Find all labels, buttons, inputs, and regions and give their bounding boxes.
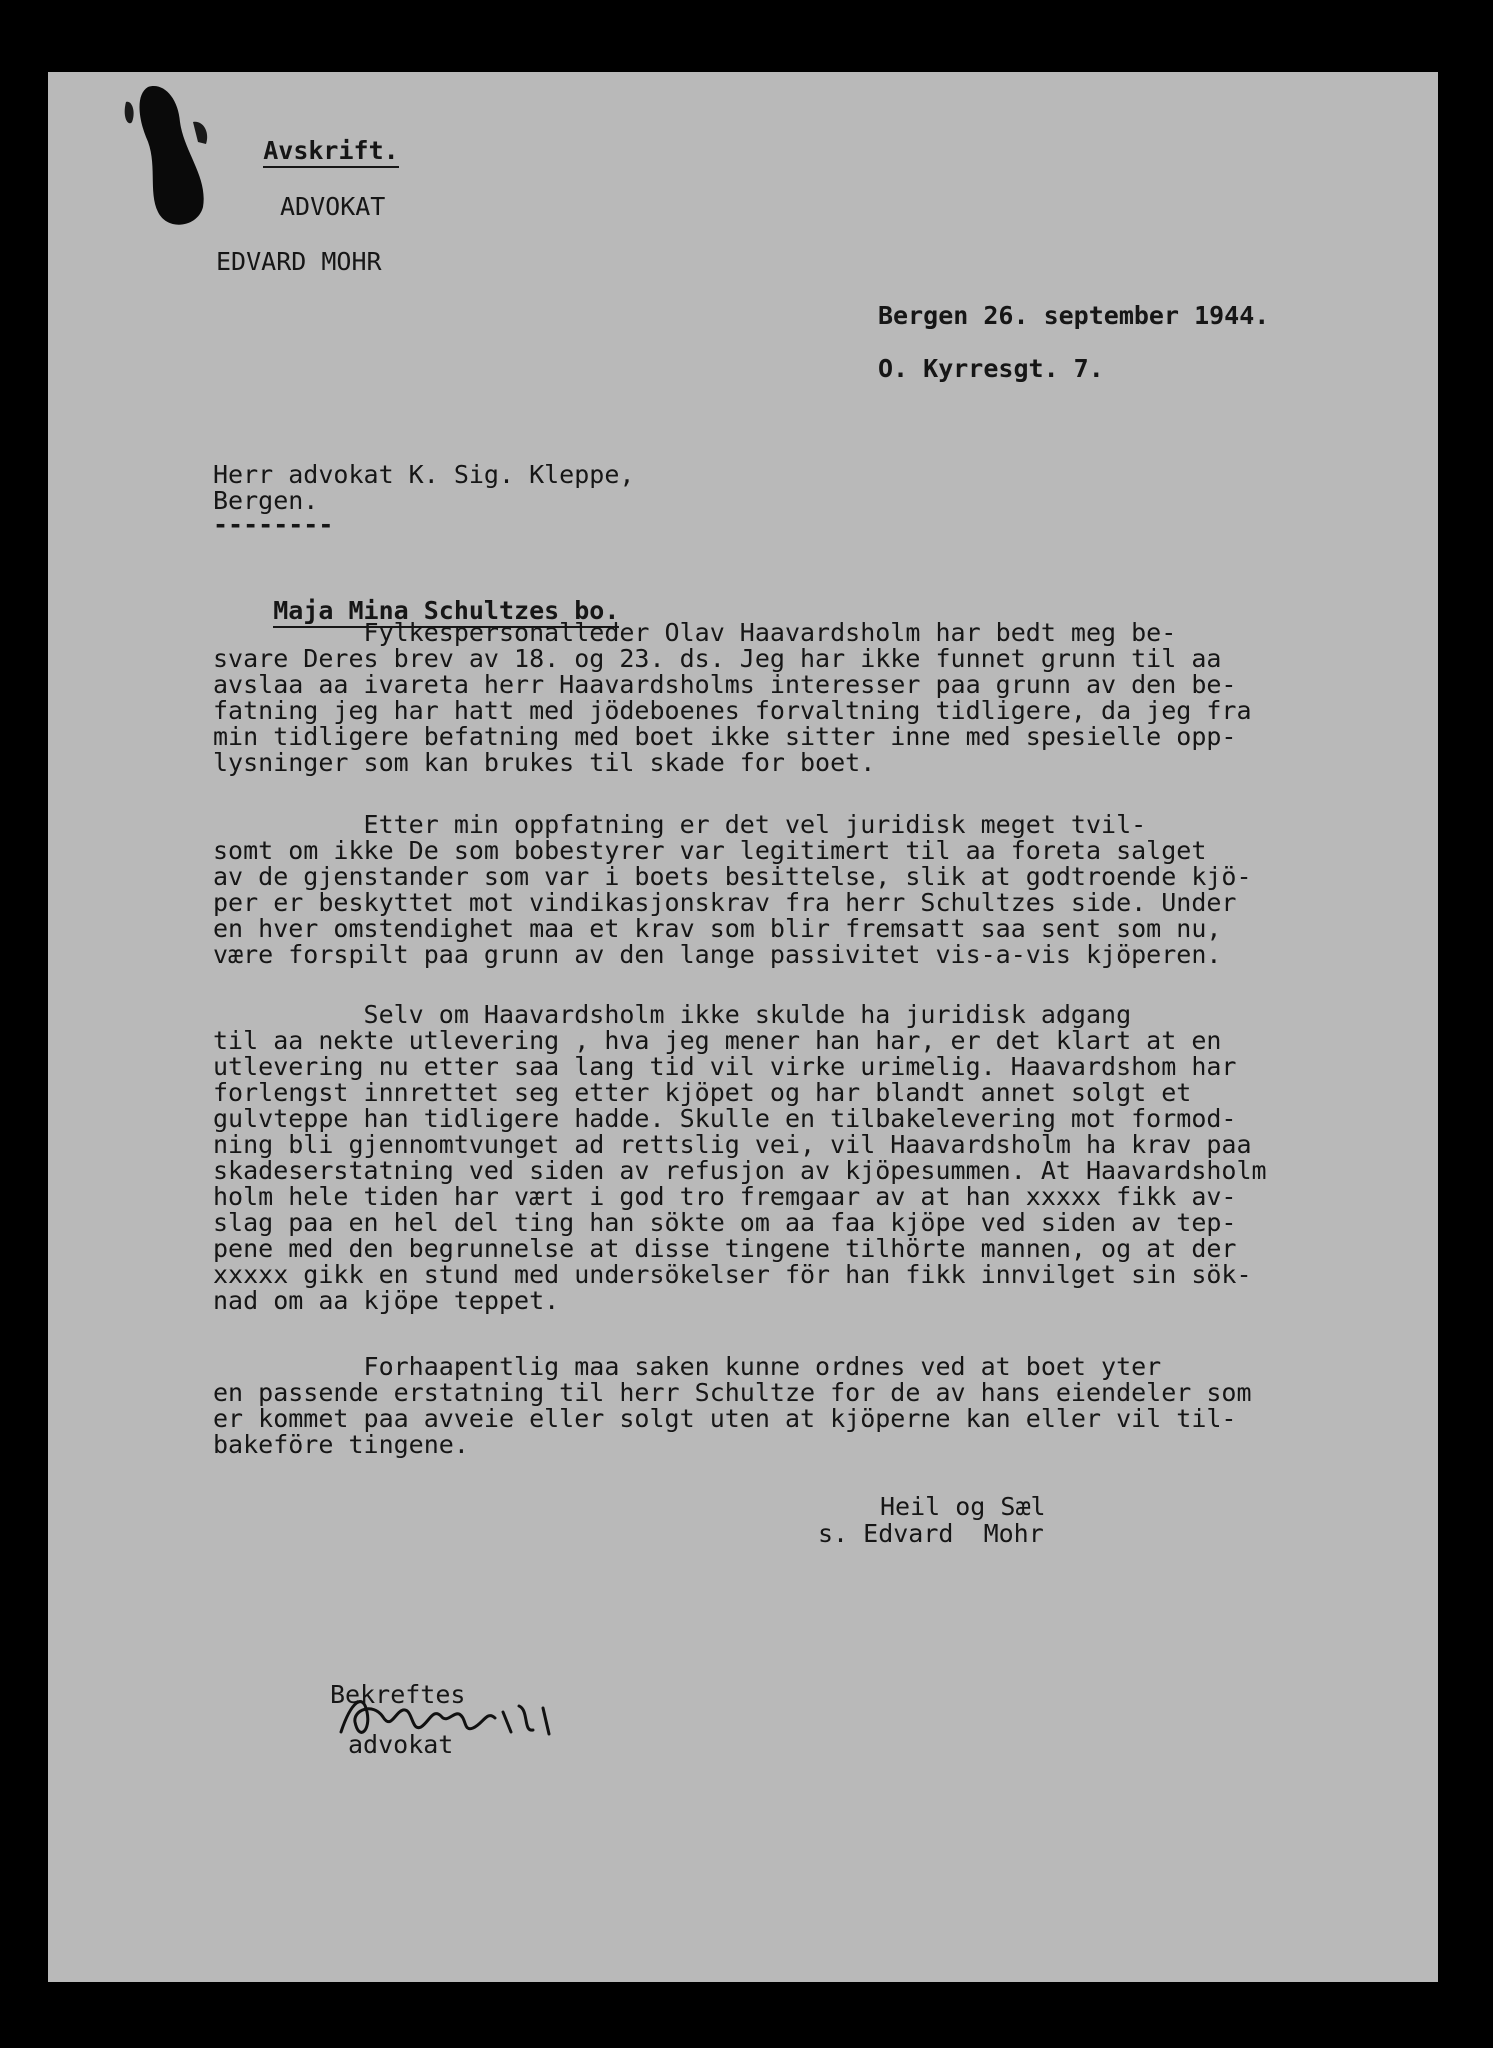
paragraph-line: per er beskyttet mot vindikasjonskrav fra herr Schultzes side. Under bbox=[213, 888, 1237, 917]
paragraph-line: bakeföre tingene. bbox=[213, 1430, 469, 1459]
paragraph-line: pene med den begrunnelse at disse tingene tilhörte mannen, og at der bbox=[213, 1234, 1237, 1263]
paragraph-3 bbox=[213, 1002, 1403, 1314]
paragraph-4 bbox=[213, 1354, 1403, 1458]
recipient-line-1: Herr advokat K. Sig. Kleppe, bbox=[213, 460, 635, 489]
paragraph-line: Forhaapentlig maa saken kunne ordnes ved at boet yter bbox=[213, 1352, 1162, 1381]
letter-date: Bergen 26. september 1944. bbox=[878, 301, 1270, 330]
recipient-rule: -------- bbox=[213, 510, 334, 539]
subject-line: Maja Mina Schultzes bo. bbox=[273, 596, 619, 628]
paragraph-line: Fylkespersonalleder Olav Haavardsholm har bedt meg be- bbox=[213, 618, 1177, 647]
paragraph-line: slag paa en hel del ting han sökte om aa faa kjöpe ved siden av tep- bbox=[213, 1208, 1237, 1237]
paragraph-line: Etter min oppfatning er det vel juridisk meget tvil- bbox=[213, 810, 1147, 839]
paragraph-line: svare Deres brev av 18. og 23. ds. Jeg har ikke funnet grunn til aa bbox=[213, 644, 1222, 673]
paragraph-line: en passende erstatning til herr Schultze for de av hans eiendeler som bbox=[213, 1378, 1252, 1407]
paragraph-line: fatning jeg har hatt med jödeboenes forvaltning tidligere, da jeg fra bbox=[213, 696, 1252, 725]
paragraph-line: xxxxx gikk en stund med undersökelser för han fikk innvilget sin sök- bbox=[213, 1260, 1252, 1289]
paragraph-2 bbox=[213, 812, 1403, 968]
paragraph-line: Selv om Haavardsholm ikke skulde ha juridisk adgang bbox=[213, 1000, 1132, 1029]
paragraph-line: nad om aa kjöpe teppet. bbox=[213, 1286, 560, 1315]
paragraph-line: skadeserstatning ved siden av refusjon av kjöpesummen. At Haavardsholm bbox=[213, 1156, 1267, 1185]
paragraph-line: holm hele tiden har vært i god tro fremgaar av at han xxxxx fikk av- bbox=[213, 1182, 1237, 1211]
paragraph-line: somt om ikke De som bobestyrer var legitimert til aa foreta salget bbox=[213, 836, 1207, 865]
typed-signature: s. Edvard Mohr bbox=[818, 1519, 1044, 1548]
paragraph-line: en hver omstendighet maa et krav som blir fremsatt saa sent som nu, bbox=[213, 914, 1222, 943]
paragraph-line: avslaa aa ivareta herr Haavardsholms interesser paa grunn av den be- bbox=[213, 670, 1237, 699]
paragraph-line: utlevering nu etter saa lang tid vil virke urimelig. Haavardshom har bbox=[213, 1052, 1237, 1081]
document-heading: Avskrift. bbox=[263, 136, 398, 168]
recipient-line-2: Bergen. bbox=[213, 486, 319, 515]
paragraph-line: til aa nekte utlevering , hva jeg mener han har, er det klart at en bbox=[213, 1026, 1222, 1055]
paragraph-1 bbox=[213, 620, 1403, 776]
paragraph-line: ning bli gjennomtvunget ad rettslig vei, vil Haavardsholm ha krav paa bbox=[213, 1130, 1252, 1159]
certification-title: advokat bbox=[348, 1730, 454, 1759]
letterhead-line-2: EDVARD MOHR bbox=[216, 247, 382, 276]
certification-label: Bekreftes bbox=[330, 1680, 466, 1709]
closing-salutation: Heil og Sæl bbox=[880, 1492, 1046, 1521]
paragraph-line: forlengst innrettet seg etter kjöpet og har blandt annet solgt et bbox=[213, 1078, 1192, 1107]
sender-address: O. Kyrresgt. 7. bbox=[878, 354, 1104, 383]
handwritten-signature bbox=[333, 1672, 573, 1762]
paragraph-line: min tidligere befatning med boet ikke sitter inne med spesielle opp- bbox=[213, 722, 1237, 751]
paragraph-line: er kommet paa avveie eller solgt uten at kjöperne kan eller vil til- bbox=[213, 1404, 1237, 1433]
paragraph-line: gulvteppe han tidligere hadde. Skulle en tilbakelevering mot formod- bbox=[213, 1104, 1237, 1133]
paragraph-line: lysninger som kan brukes til skade for boet. bbox=[213, 748, 876, 777]
paragraph-line: av de gjenstander som var i boets besittelse, slik at godtroende kjö- bbox=[213, 862, 1252, 891]
letterhead-line-1: ADVOKAT bbox=[280, 192, 386, 221]
document-page bbox=[48, 72, 1438, 1982]
paragraph-line: være forspilt paa grunn av den lange passivitet vis-a-vis kjöperen. bbox=[213, 940, 1222, 969]
